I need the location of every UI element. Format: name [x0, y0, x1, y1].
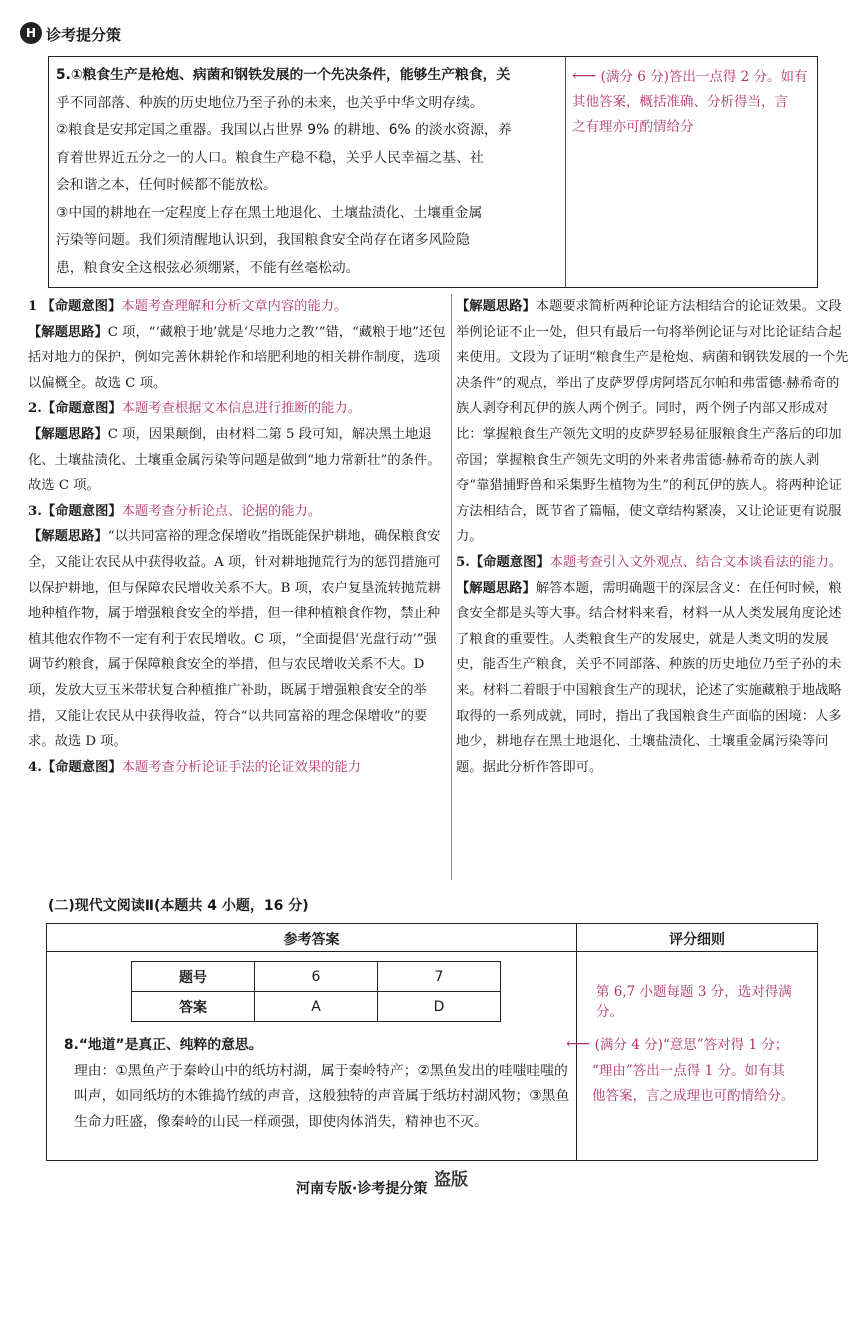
- q5-line: 育着世界近五分之一的人口。粮食生产稳不稳，关乎人民幸福之基、社: [56, 149, 484, 166]
- watermark-stamp: 盗版: [434, 1170, 468, 1190]
- table-header-line: [47, 951, 817, 952]
- q5-line: 患，粮食安全这根弦必须绷紧，不能有丝毫松动。: [56, 259, 360, 276]
- left-arrow-icon: ⟵: [572, 66, 597, 86]
- q5-line: ③中国的耕地在一定程度上存在黑土地退化、土壤盐渍化、土壤重金属: [56, 204, 483, 221]
- q5-answer-text: [56, 62, 556, 282]
- table-cell: 7: [378, 962, 501, 992]
- footer-label: 河南专版·诊考提分策: [296, 1181, 428, 1197]
- table-cell: 题号: [132, 962, 255, 992]
- book-title: 诊考提分策: [46, 26, 122, 44]
- explanation-item: 【解题思路】本题要求简析两种论证方法相结合的论证效果。文段举例论证不止一处，但只有最后一句将举例论证与对比论证结合起来使用。文段为了证明“粮食生产是枪炮、病菌和钢铁发展的一个先决条件”的观点，举出了皮萨罗俘虏阿塔瓦尔帕和弗雷德·赫希奇的族人剥夺利瓦伊的族人两个例子。同时，两个例子内部又形成对比：掌握粮食生产领先文明的皮萨罗轻易征服粮食生产落后的印加帝国；掌握粮食生产领先文明的外来者弗雷德·赫希奇的族人剥夺“靠猎捕野兽和采集野生植物为生”的利瓦伊的族人。将两种论证方法相结合，既节省了篇幅，使文章结构紧凑，又让论证更有说服力。: [456, 299, 849, 545]
- table-cell: A: [255, 992, 378, 1022]
- table-cell: 答案: [132, 992, 255, 1022]
- explanation-item: 2.【命题意图】本题考查根据文本信息进行推断的能力。: [28, 401, 362, 417]
- explanation-item: 5.【命题意图】本题考查引入文外观点、结合文本谈看法的能力。: [456, 554, 843, 570]
- explanation-item: 【解题思路】解答本题，需明确题干的深层含义：在任何时候，粮食安全都是头等大事。结合材料来看，材料一从人类发展角度论述了粮食的重要性。人类粮食生产的发展史，就是人类文明的发展史，能否生产粮食，关乎不同部落、种族的历史地位乃至子孙的未来。材料二着眼于中国粮食生产的现状，论述了实施藏粮于地战略取得的一系列成就，同时，指出了我国粮食生产面临的困境：人多地少，耕地存在黑土地退化、土壤盐渍化、土壤重金属污染等问题。据此分析作答即可。: [456, 580, 842, 775]
- explanation-left-column: [28, 294, 446, 780]
- ref-answer-header: 参考答案: [283, 932, 340, 948]
- q5-line: 乎不同部落、种族的历史地位乃至子孙的未来，也关乎中华文明存续。: [56, 94, 484, 111]
- q5-line: 会和谐之本，任何时候都不能放松。: [56, 177, 277, 193]
- section-title: (二)现代文阅读Ⅱ(本题共 4 小题，16 分): [48, 898, 309, 914]
- q8-scoring: ⟵ (满分 4 分)“意思”答对得 1 分； “理由”答出一点得 1 分。如有其 他答案，言之成理也可酌情给分。: [566, 1034, 795, 1104]
- q5-scoring-note: ⟵ (满分 6 分)答出一点得 2 分。如有 其他答案，概括准确、分析得当，言 之有理亦可酌情给分: [572, 66, 808, 135]
- q5-line: 5.①粮食生产是枪炮、病菌和钢铁发展的一个先决条件，能够生产粮食，关: [56, 67, 511, 83]
- left-arrow-icon: ⟵: [566, 1034, 591, 1054]
- brand-logo-icon: H: [20, 22, 42, 44]
- explanation-item: 【解题思路】“以共同富裕的理念保增收”指既能保护耕地，确保粮食安全，又能让农民从中获得收益。A 项，针对耕地抛荒行为的惩罚措施可以保护耕地，但与保障农民增收关系不大。B 项，农户复垦流转抛荒耕地种植作物，属于增强粮食安全的举措，但一律种植粮食作物，禁止种植其他农作物不一定有利于农民增收。C 项，“全面提倡‘光盘行动’”强调节约粮食，属于保障粮食安全的举措，但与农民增收关系不大。D 项，发放大豆玉米带状复合种植推广补助，既属于增强粮食安全的举措，又能让农民从中获得收益，符合“以共同富裕的理念保增收”的要求。故选 D 项。: [28, 529, 441, 750]
- scoring-header: 评分细则: [669, 932, 725, 948]
- explanation-item: 1 【命题意图】本题考查理解和分析文章内容的能力。: [28, 299, 348, 314]
- column-divider: [451, 294, 452, 880]
- table-row: [132, 962, 501, 992]
- answer-grid: [131, 961, 501, 1022]
- explanation-item: 【解题思路】C 项，“‘藏粮于地’就是‘尽地力之教’”错，“藏粮于地”还包括对地力的保护，例如完善休耕轮作和培肥利地的相关耕作制度，选项以偏概全。故选 C 项。: [28, 324, 446, 391]
- q5-line: 污染等问题。我们须清醒地认识到，我国粮食安全尚存在诸多风险隐: [56, 232, 470, 248]
- explanation-item: 3.【命题意图】本题考查分析论点、论据的能力。: [28, 503, 322, 519]
- table-cell: D: [378, 992, 501, 1022]
- q5-line: ②粮食是安邦定国之重器。我国以占世界 9% 的耕地、6% 的淡水资源，养: [56, 122, 512, 138]
- q5-divider: [565, 57, 566, 287]
- q8-reason: 理由：①黑鱼产于秦岭山中的纸坊村湖，属于秦岭特产；②黑鱼发出的哇嗤哇嗤的叫声，如同纸坊的木锥捣竹绒的声音，这般独特的声音属于纸坊村湖风物；③黑鱼生命力旺盛，像秦岭的山民一样顽强，即使肉体消失，精神也不灭。: [74, 1062, 570, 1130]
- q67-scoring: 第 6,7 小题每题 3 分，选对得满分。: [596, 984, 792, 1020]
- q8-line: 8.“地道”是真正、纯粹的意思。: [64, 1037, 263, 1053]
- explanation-item: 4.【命题意图】本题考查分析论证手法的论证效果的能力: [28, 759, 362, 775]
- q8-answer: [64, 1033, 574, 1135]
- table-row: [132, 992, 501, 1022]
- table-cell: 6: [255, 962, 378, 992]
- explanation-right-column: [456, 294, 850, 780]
- explanation-item: 【解题思路】C 项，因果颠倒，由材料二第 5 段可知，解决黑土地退化、土壤盐渍化、土壤重金属污染等问题是做到“地力常新壮”的条件。故选 C 项。: [28, 426, 441, 494]
